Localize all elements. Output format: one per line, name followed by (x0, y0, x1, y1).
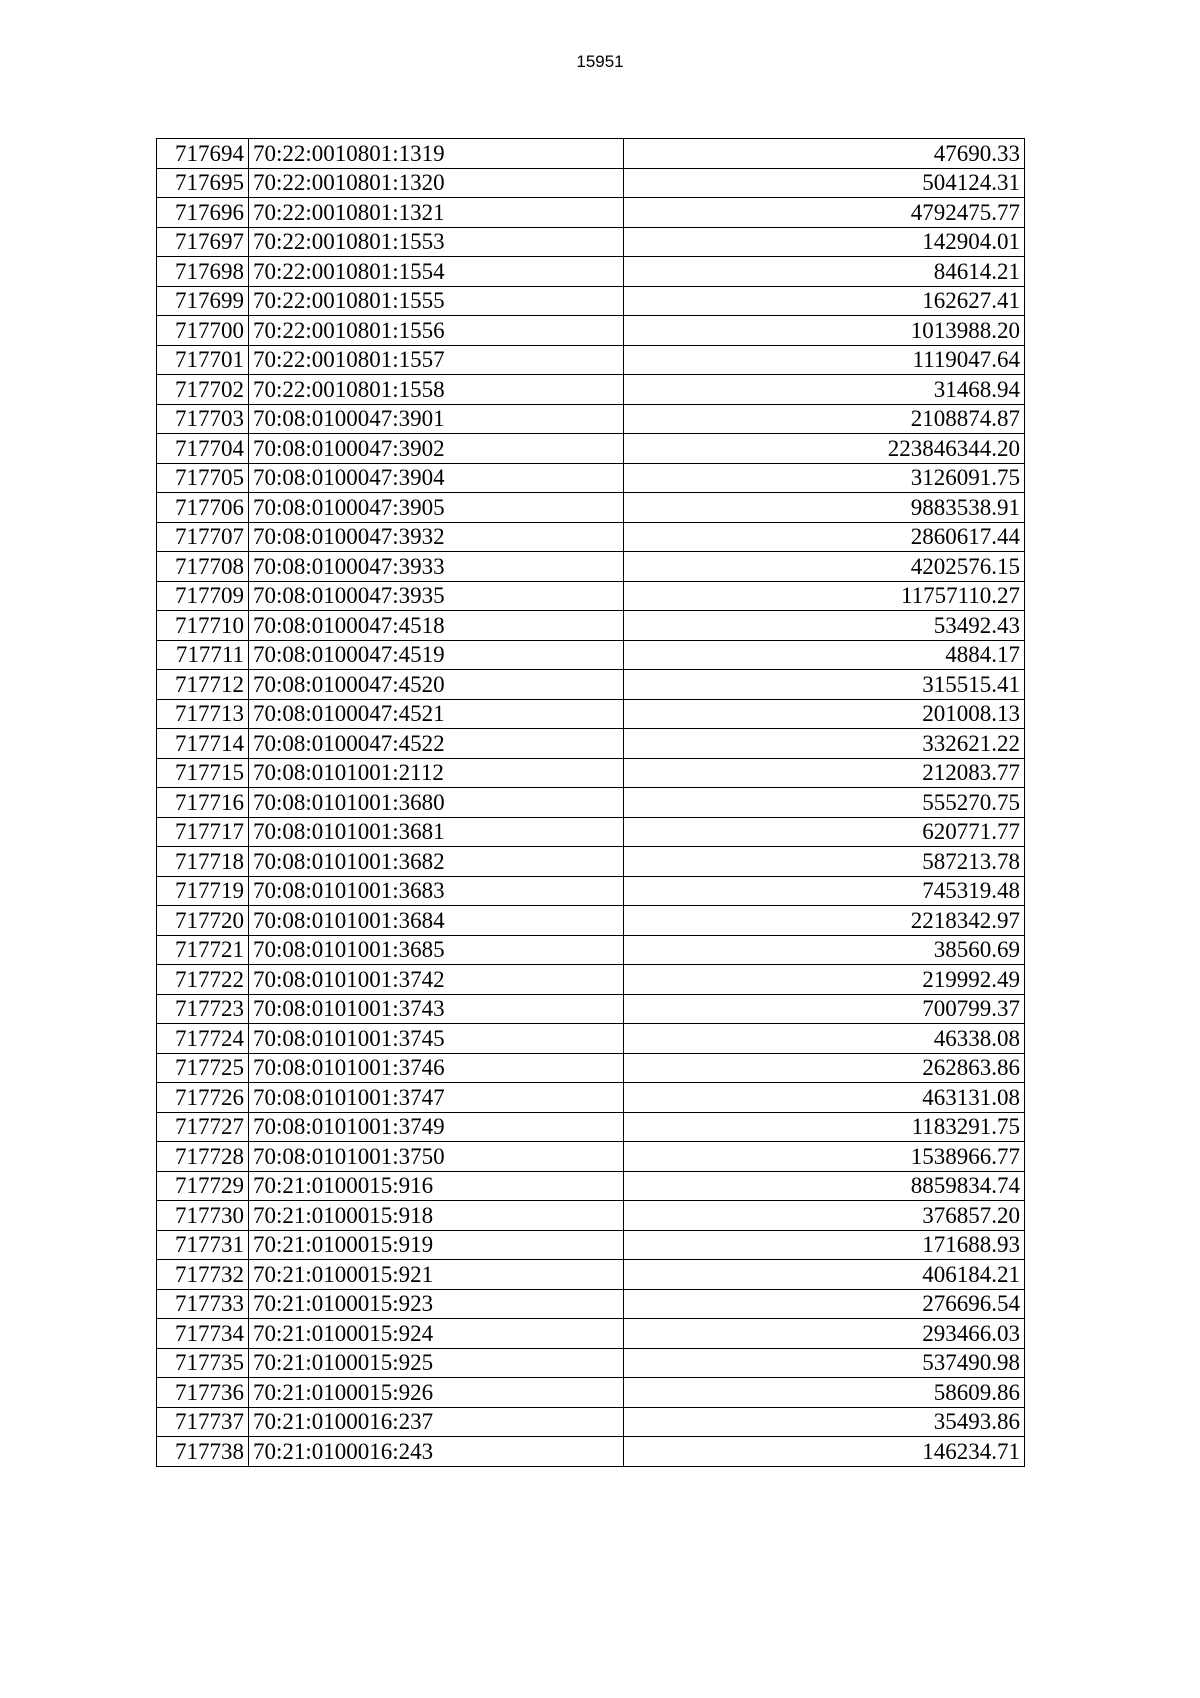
cadastral-value-cell: 223846344.20 (624, 434, 1025, 464)
cadastral-number-cell: 70:08:0100047:3904 (249, 463, 624, 493)
row-number-cell: 717695 (157, 168, 249, 198)
row-number-cell: 717712 (157, 670, 249, 700)
table-row (157, 463, 1025, 493)
table-row (157, 729, 1025, 759)
row-number-cell: 717716 (157, 788, 249, 818)
table-row (157, 375, 1025, 405)
table-row (157, 1378, 1025, 1408)
row-number-cell: 717735 (157, 1348, 249, 1378)
page-number: 15951 (576, 52, 624, 71)
cadastral-value-cell: 555270.75 (624, 788, 1025, 818)
table-row (157, 168, 1025, 198)
row-number-cell: 717731 (157, 1230, 249, 1260)
table-row (157, 493, 1025, 523)
cadastral-value-cell: 4884.17 (624, 640, 1025, 670)
cadastral-value-cell: 1119047.64 (624, 345, 1025, 375)
table-body (157, 139, 1025, 1467)
cadastral-value-cell: 11757110.27 (624, 581, 1025, 611)
row-number-cell: 717707 (157, 522, 249, 552)
table-row (157, 876, 1025, 906)
cadastral-value-cell: 46338.08 (624, 1024, 1025, 1054)
table-row (157, 1083, 1025, 1113)
table-row (157, 1348, 1025, 1378)
table-row (157, 699, 1025, 729)
row-number-cell: 717732 (157, 1260, 249, 1290)
cadastral-value-cell: 38560.69 (624, 935, 1025, 965)
row-number-cell: 717722 (157, 965, 249, 995)
cadastral-number-cell: 70:08:0101001:3682 (249, 847, 624, 877)
cadastral-number-cell: 70:08:0100047:3905 (249, 493, 624, 523)
cadastral-value-cell: 332621.22 (624, 729, 1025, 759)
cadastral-number-cell: 70:08:0101001:3746 (249, 1053, 624, 1083)
table-row (157, 1053, 1025, 1083)
cadastral-value-cell: 171688.93 (624, 1230, 1025, 1260)
cadastral-number-cell: 70:08:0100047:4519 (249, 640, 624, 670)
cadastral-number-cell: 70:22:0010801:1555 (249, 286, 624, 316)
cadastral-number-cell: 70:08:0100047:4518 (249, 611, 624, 641)
cadastral-number-cell: 70:21:0100015:919 (249, 1230, 624, 1260)
cadastral-number-cell: 70:08:0101001:3685 (249, 935, 624, 965)
cadastral-number-cell: 70:21:0100015:916 (249, 1171, 624, 1201)
row-number-cell: 717702 (157, 375, 249, 405)
cadastral-value-cell: 35493.86 (624, 1407, 1025, 1437)
row-number-cell: 717699 (157, 286, 249, 316)
cadastral-value-cell: 463131.08 (624, 1083, 1025, 1113)
cadastral-value-cell: 4202576.15 (624, 552, 1025, 582)
table-row (157, 965, 1025, 995)
row-number-cell: 717726 (157, 1083, 249, 1113)
cadastral-value-cell: 1183291.75 (624, 1112, 1025, 1142)
table-row (157, 788, 1025, 818)
cadastral-number-cell: 70:21:0100016:237 (249, 1407, 624, 1437)
cadastral-number-cell: 70:08:0101001:3749 (249, 1112, 624, 1142)
table-row (157, 552, 1025, 582)
cadastral-number-cell: 70:08:0101001:3747 (249, 1083, 624, 1113)
cadastral-number-cell: 70:08:0101001:2112 (249, 758, 624, 788)
cadastral-value-cell: 212083.77 (624, 758, 1025, 788)
cadastral-number-cell: 70:08:0101001:3742 (249, 965, 624, 995)
cadastral-number-cell: 70:08:0100047:4521 (249, 699, 624, 729)
cadastral-number-cell: 70:22:0010801:1321 (249, 198, 624, 228)
row-number-cell: 717720 (157, 906, 249, 936)
table-row (157, 1289, 1025, 1319)
table-row (157, 611, 1025, 641)
cadastral-number-cell: 70:22:0010801:1320 (249, 168, 624, 198)
row-number-cell: 717709 (157, 581, 249, 611)
table-row (157, 404, 1025, 434)
cadastral-value-cell: 376857.20 (624, 1201, 1025, 1231)
cadastral-number-cell: 70:22:0010801:1553 (249, 227, 624, 257)
cadastral-value-cell: 9883538.91 (624, 493, 1025, 523)
table-row (157, 139, 1025, 169)
row-number-cell: 717708 (157, 552, 249, 582)
table-row (157, 1260, 1025, 1290)
table-row (157, 1319, 1025, 1349)
row-number-cell: 717701 (157, 345, 249, 375)
row-number-cell: 717698 (157, 257, 249, 287)
cadastral-value-cell: 2860617.44 (624, 522, 1025, 552)
table-row (157, 994, 1025, 1024)
cadastral-number-cell: 70:08:0100047:4520 (249, 670, 624, 700)
table-row (157, 1201, 1025, 1231)
cadastral-number-cell: 70:08:0100047:3901 (249, 404, 624, 434)
table-row (157, 906, 1025, 936)
table-row (157, 434, 1025, 464)
cadastral-number-cell: 70:21:0100015:925 (249, 1348, 624, 1378)
row-number-cell: 717719 (157, 876, 249, 906)
cadastral-value-cell: 201008.13 (624, 699, 1025, 729)
row-number-cell: 717700 (157, 316, 249, 346)
table-row (157, 935, 1025, 965)
row-number-cell: 717721 (157, 935, 249, 965)
row-number-cell: 717729 (157, 1171, 249, 1201)
cadastral-value-cell: 504124.31 (624, 168, 1025, 198)
row-number-cell: 717711 (157, 640, 249, 670)
row-number-cell: 717694 (157, 139, 249, 169)
table-row (157, 1437, 1025, 1467)
cadastral-number-cell: 70:22:0010801:1558 (249, 375, 624, 405)
row-number-cell: 717728 (157, 1142, 249, 1172)
table-row (157, 1024, 1025, 1054)
cadastral-value-cell: 293466.03 (624, 1319, 1025, 1349)
cadastral-value-cell: 537490.98 (624, 1348, 1025, 1378)
cadastral-number-cell: 70:08:0101001:3750 (249, 1142, 624, 1172)
row-number-cell: 717730 (157, 1201, 249, 1231)
cadastral-number-cell: 70:22:0010801:1556 (249, 316, 624, 346)
cadastral-value-cell: 8859834.74 (624, 1171, 1025, 1201)
cadastral-number-cell: 70:08:0100047:3935 (249, 581, 624, 611)
row-number-cell: 717715 (157, 758, 249, 788)
table-row (157, 286, 1025, 316)
row-number-cell: 717713 (157, 699, 249, 729)
cadastral-value-table (156, 138, 1025, 1467)
table-row (157, 847, 1025, 877)
cadastral-value-cell: 142904.01 (624, 227, 1025, 257)
table-row (157, 1142, 1025, 1172)
table-row (157, 758, 1025, 788)
row-number-cell: 717723 (157, 994, 249, 1024)
row-number-cell: 717725 (157, 1053, 249, 1083)
cadastral-value-cell: 1013988.20 (624, 316, 1025, 346)
cadastral-value-cell: 53492.43 (624, 611, 1025, 641)
row-number-cell: 717696 (157, 198, 249, 228)
row-number-cell: 717697 (157, 227, 249, 257)
table-row (157, 198, 1025, 228)
cadastral-number-cell: 70:22:0010801:1554 (249, 257, 624, 287)
row-number-cell: 717704 (157, 434, 249, 464)
cadastral-value-cell: 587213.78 (624, 847, 1025, 877)
cadastral-number-cell: 70:21:0100016:243 (249, 1437, 624, 1467)
row-number-cell: 717718 (157, 847, 249, 877)
cadastral-number-cell: 70:08:0101001:3681 (249, 817, 624, 847)
cadastral-value-cell: 31468.94 (624, 375, 1025, 405)
cadastral-value-cell: 1538966.77 (624, 1142, 1025, 1172)
cadastral-value-cell: 47690.33 (624, 139, 1025, 169)
table-row (157, 316, 1025, 346)
table-row (157, 345, 1025, 375)
cadastral-number-cell: 70:21:0100015:918 (249, 1201, 624, 1231)
cadastral-number-cell: 70:08:0101001:3683 (249, 876, 624, 906)
table-row (157, 1112, 1025, 1142)
row-number-cell: 717738 (157, 1437, 249, 1467)
cadastral-number-cell: 70:08:0100047:3902 (249, 434, 624, 464)
cadastral-number-cell: 70:21:0100015:924 (249, 1319, 624, 1349)
cadastral-value-cell: 276696.54 (624, 1289, 1025, 1319)
cadastral-number-cell: 70:21:0100015:926 (249, 1378, 624, 1408)
table-row (157, 1407, 1025, 1437)
cadastral-value-cell: 406184.21 (624, 1260, 1025, 1290)
cadastral-number-cell: 70:22:0010801:1557 (249, 345, 624, 375)
row-number-cell: 717727 (157, 1112, 249, 1142)
row-number-cell: 717736 (157, 1378, 249, 1408)
cadastral-number-cell: 70:08:0101001:3745 (249, 1024, 624, 1054)
cadastral-number-cell: 70:08:0101001:3684 (249, 906, 624, 936)
cadastral-value-cell: 262863.86 (624, 1053, 1025, 1083)
cadastral-value-cell: 146234.71 (624, 1437, 1025, 1467)
cadastral-value-cell: 3126091.75 (624, 463, 1025, 493)
row-number-cell: 717734 (157, 1319, 249, 1349)
cadastral-number-cell: 70:08:0101001:3680 (249, 788, 624, 818)
cadastral-value-cell: 84614.21 (624, 257, 1025, 287)
table-row (157, 670, 1025, 700)
cadastral-number-cell: 70:08:0100047:4522 (249, 729, 624, 759)
table-row (157, 227, 1025, 257)
table-row (157, 1171, 1025, 1201)
cadastral-value-cell: 4792475.77 (624, 198, 1025, 228)
row-number-cell: 717737 (157, 1407, 249, 1437)
table-row (157, 817, 1025, 847)
cadastral-value-cell: 162627.41 (624, 286, 1025, 316)
table-row (157, 581, 1025, 611)
cadastral-value-cell: 2218342.97 (624, 906, 1025, 936)
row-number-cell: 717710 (157, 611, 249, 641)
table-row (157, 522, 1025, 552)
row-number-cell: 717703 (157, 404, 249, 434)
cadastral-number-cell: 70:08:0101001:3743 (249, 994, 624, 1024)
row-number-cell: 717717 (157, 817, 249, 847)
cadastral-value-cell: 219992.49 (624, 965, 1025, 995)
row-number-cell: 717733 (157, 1289, 249, 1319)
cadastral-number-cell: 70:22:0010801:1319 (249, 139, 624, 169)
row-number-cell: 717705 (157, 463, 249, 493)
table-row (157, 640, 1025, 670)
cadastral-value-cell: 2108874.87 (624, 404, 1025, 434)
table-row (157, 257, 1025, 287)
cadastral-number-cell: 70:21:0100015:921 (249, 1260, 624, 1290)
cadastral-number-cell: 70:08:0100047:3933 (249, 552, 624, 582)
row-number-cell: 717724 (157, 1024, 249, 1054)
cadastral-number-cell: 70:08:0100047:3932 (249, 522, 624, 552)
cadastral-value-cell: 58609.86 (624, 1378, 1025, 1408)
cadastral-value-cell: 315515.41 (624, 670, 1025, 700)
cadastral-value-cell: 700799.37 (624, 994, 1025, 1024)
cadastral-value-cell: 620771.77 (624, 817, 1025, 847)
cadastral-value-cell: 745319.48 (624, 876, 1025, 906)
table-row (157, 1230, 1025, 1260)
row-number-cell: 717714 (157, 729, 249, 759)
cadastral-number-cell: 70:21:0100015:923 (249, 1289, 624, 1319)
row-number-cell: 717706 (157, 493, 249, 523)
